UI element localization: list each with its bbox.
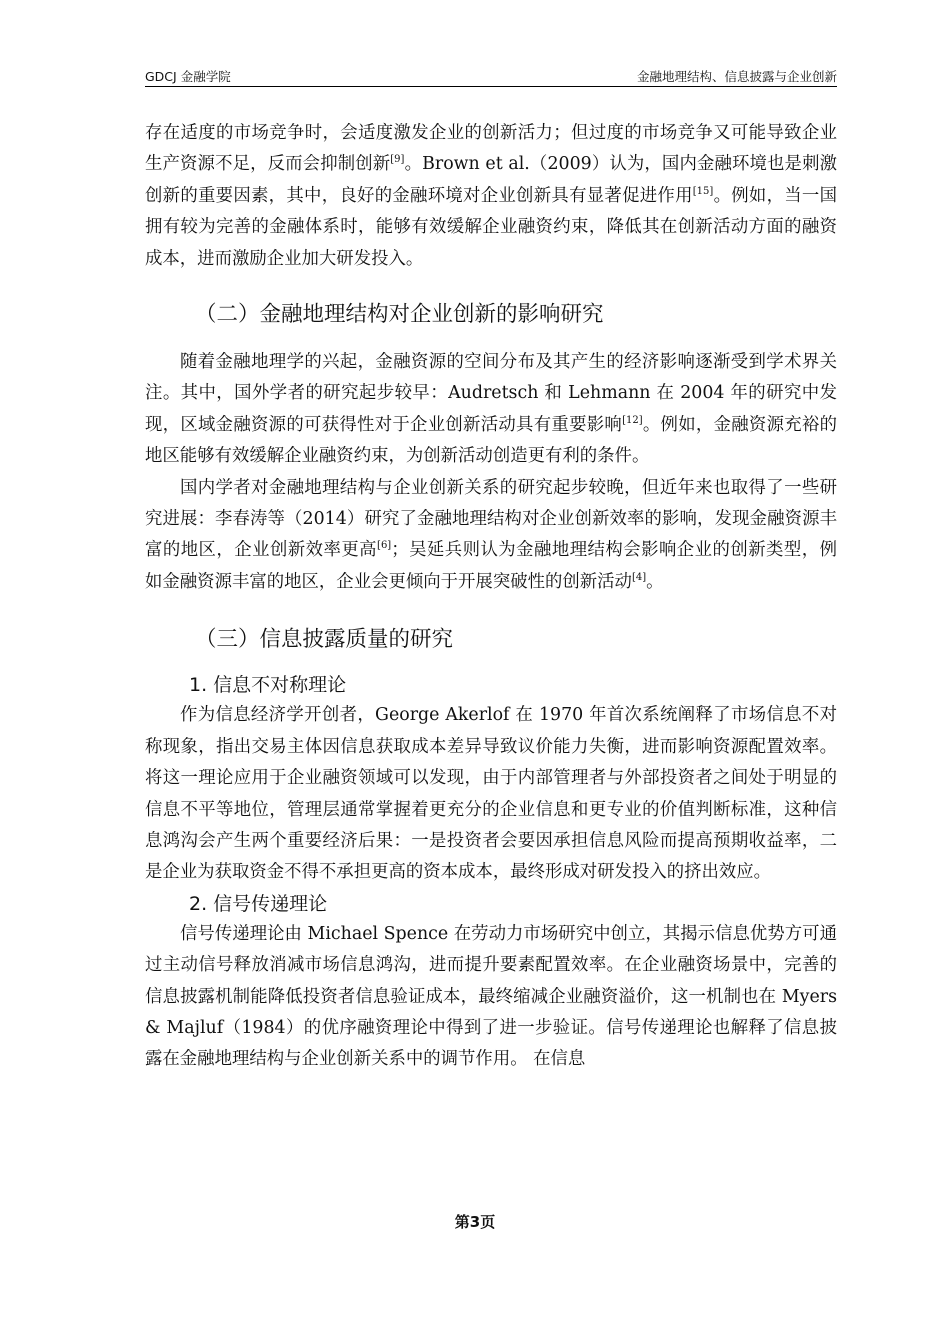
citation: [6] bbox=[377, 540, 392, 552]
citation: [4] bbox=[631, 572, 647, 584]
citation: [15] bbox=[692, 186, 714, 198]
citation: [12] bbox=[622, 415, 643, 427]
header-paper-title: 金融地理结构、信息披露与企业创新 bbox=[636, 69, 837, 84]
paragraph-2: 随着金融地理学的兴起，金融资源的空间分布及其产生的经济影响逐渐受到学术界关注。其中，国外学者的研究起步较早：Audretsch 和 Lehmann 在 2004 年的研究中发现，区域金融资源的可获得性对于企业创新活动具有重要影响[12]。例如，金融资源充裕的地区能够有效缓解企业融资约束，为创新活动创造更有利的条件。 bbox=[145, 352, 837, 467]
page-number: 第3页 bbox=[454, 1213, 496, 1231]
subsection-1-heading: 1. 信息不对称理论 bbox=[189, 674, 347, 697]
paragraph-5: 信号传递理论由 Michael Spence 在劳动力市场研究中创立，其揭示信息优势方可通过主动信号释放消减市场信息鸿沟，进而提升要素配置效率。在企业融资场景中，完善的信息披露机制能降低投资者信息验证成本，最终缩减企业融资溢价，这一机制也在 Myers & Majluf（1984）的优序融资理论中得到了进一步验证。信号传递理论也解释了信息披露在金融地理结构与企业创新关系中的调节作用。 在信息 bbox=[145, 923, 837, 1070]
paragraph-1: 存在适度的市场竞争时，会适度激发企业的创新活力；但过度的市场竞争又可能导致企业生产资源不足，反而会抑制创新[9]。Brown et al.（2009）认为，国内金融环境也是刺激创新的重要因素，其中，良好的金融环境对企业创新具有显著促进作用[15]。例如，当一国拥有较为完善的金融体系时，能够有效缓解企业融资约束，降低其在创新活动方面的融资成本，进而激励企业加大研发投入。 bbox=[145, 123, 837, 269]
header-institution: GDCJ 金融学院 bbox=[145, 69, 231, 84]
subsection-2-heading: 2. 信号传递理论 bbox=[189, 892, 328, 915]
section-2-heading: （二）金融地理结构对企业创新的影响研究 bbox=[195, 302, 604, 328]
page-body bbox=[145, 118, 837, 1076]
paragraph-4: 作为信息经济学开创者，George Akerlof 在 1970 年首次系统阐释了市场信息不对称现象，指出交易主体因信息获取成本差异导致议价能力失衡，进而影响资源配置效率。将这一理论应用于企业融资领域可以发现，由于内部管理者与外部投资者之间处于明显的信息不平等地位，管理层通常掌握着更充分的企业信息和更专业的价值判断标准，这种信息鸿沟会产生两个重要经济后果：一是投资者会要因承担信息风险而提高预期收益率，二是企业为获取资金不得不承担更高的资本成本，最终形成对研发投入的挤出效应。 bbox=[145, 705, 837, 883]
paragraph-3: 国内学者对金融地理结构与企业创新关系的研究起步较晚，但近年来也取得了一些研究进展：李春涛等（2014）研究了金融地理结构对企业创新效率的影响，发现金融资源丰富的地区，企业创新效率更高[6]；吴延兵则认为金融地理结构会影响企业的创新类型，例如金融资源丰富的地区，企业会更倾向于开展突破性的创新活动[4]。 bbox=[145, 477, 837, 592]
citation: [9] bbox=[390, 154, 405, 166]
page-header bbox=[145, 66, 837, 87]
section-3-heading: （三）信息披露质量的研究 bbox=[195, 627, 454, 653]
